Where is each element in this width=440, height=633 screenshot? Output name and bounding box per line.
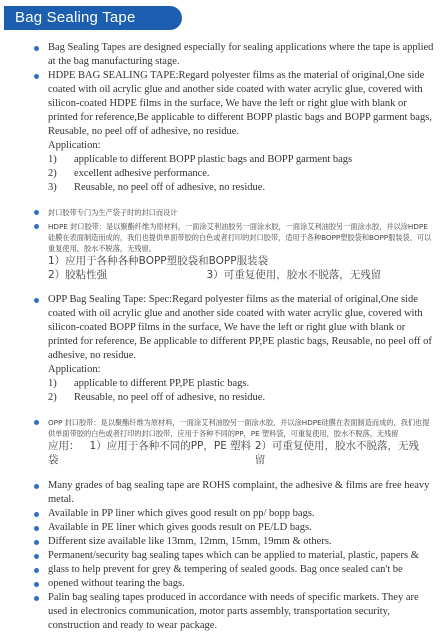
- feature-item: [34, 563, 434, 577]
- intro-text: Bag Sealing Tapes are designed especially for sealing applications where the tape is applied at the bag manufacturing stage.: [48, 42, 434, 67]
- feature-text: Different size available like 13mm, 12mm, 15mm, 19mm & others.: [48, 536, 332, 547]
- bullet-icon: [34, 298, 39, 303]
- list-item: [34, 69, 434, 139]
- application-number: 2): [48, 392, 57, 403]
- zh-application-item: 3）可重复使用，胶水不脱落，无残留: [206, 269, 382, 281]
- application-number: 1): [48, 154, 57, 165]
- list-item: [34, 41, 434, 69]
- feature-text: Permanent/security bag sealing tapes which can be applied to material, plastic, papers &: [48, 550, 419, 561]
- bullet-icon: [34, 74, 39, 79]
- list-item: [34, 417, 434, 439]
- list-item: [34, 293, 434, 363]
- zh-opp-description: OPP 封口胶带：是以聚酯纤维为原材料，一面涂艾利油胶另一面涂水胶，并以涂HDPE硅膜在表面制造而成的，我们也提供单面带胶的白色或者打印的封口胶带，应用于各种不同的PP，PE 塑料袋，可重复使用，胶水不脱落，无残留: [48, 418, 430, 438]
- zh-application-row: [34, 268, 434, 282]
- list-item: [34, 207, 434, 218]
- application-text: applicable to different BOPP plastic bags and BOPP garment bags: [74, 154, 353, 165]
- application-text: excellent adhesive performance.: [74, 168, 210, 179]
- bullet-icon: [34, 582, 39, 587]
- application-number: 3): [48, 182, 57, 193]
- application-label: Application:: [48, 364, 101, 375]
- zh-intro-text: 封口胶带专门为生产袋子时的封口而设计: [48, 208, 178, 217]
- bullet-icon: [34, 420, 39, 425]
- zh-application-item: 2）胶粘性强: [48, 269, 108, 281]
- feature-text: Available in PP liner which gives good result on pp/ bopp bags.: [48, 508, 315, 519]
- bullet-icon: [34, 554, 39, 559]
- list-item: [34, 221, 434, 254]
- feature-text: opened without tearing the bags.: [48, 578, 185, 589]
- application-text: applicable to different PP,PE plastic bags.: [74, 378, 250, 389]
- application-item: [34, 391, 434, 405]
- section-title-banner: [4, 6, 182, 30]
- bullet-icon: [34, 224, 39, 229]
- feature-text: glass to help prevent for grey & tempering of sealed goods. Bag once sealed can't be: [48, 564, 403, 575]
- application-number: 2): [48, 168, 57, 179]
- zh-application-label: 应用：: [48, 440, 80, 452]
- bullet-icon: [34, 210, 39, 215]
- feature-text: Palin bag sealing tapes produced in accordance with needs of specific markets. They are used in electronics communication, motor parts assembly, transportation security, construction and ready to wear package.: [48, 592, 419, 631]
- zh-application-item: 2）可重复使用，胶水不脱落，无残留: [254, 440, 420, 466]
- bullet-icon: [34, 512, 39, 517]
- feature-text: Many grades of bag sealing tape are ROHS complaint, the adhesive & films are free heavy metal.: [48, 480, 430, 505]
- application-number: 1): [48, 378, 57, 389]
- hdpe-description: HDPE BAG SEALING TAPE:Regard polyester films as the material of original,One side coated with oil acrylic glue and another side coated with water acrylic glue, covered with silicon-coated HDPE films in the surface, We have the left or right glue with blank or printed for reference,Be applicable to different BOPP plastic bags and BOPP garment bags, Reusable, no peel off of adhesive, no residue.: [48, 70, 432, 137]
- zh-hdpe-description: HDPE 封口胶带：是以聚酯纤维为原材料，一面涂艾利油胶另一面涂水胶，一面涂艾利油胶另一面涂水胶，并以涂HDPE硅膜在表面制造而成的，我们也提供单面带胶的白色或者打印的封口胶带，适用于各种BOPP塑胶袋和BOPP服装袋，可以重复使用，胶水不脱落，无残留。: [48, 222, 432, 253]
- bullet-icon: [34, 568, 39, 573]
- bullet-icon: [34, 540, 39, 545]
- application-text: Reusable, no peel off of adhesive, no residue.: [74, 392, 266, 403]
- feature-item: [34, 535, 434, 549]
- feature-item: [34, 549, 434, 563]
- bullet-icon: [34, 484, 39, 489]
- bullet-icon: [34, 526, 39, 531]
- zh-application-row: [34, 439, 434, 467]
- application-item: [34, 181, 434, 195]
- feature-item: [34, 577, 434, 591]
- bullet-icon: [34, 596, 39, 601]
- zh-application-item: 1）应用于各种不同的PP，PE 塑料袋: [48, 440, 252, 466]
- application-item: [34, 167, 434, 181]
- feature-item: [34, 479, 434, 507]
- feature-item: [34, 507, 434, 521]
- opp-description: OPP Bag Sealing Tape: Spec:Regard polyester films as the material of original,One side coated with oil acrylic glue and another side coated with water acrylic glue, covered with silicon-coated BOPP films in the surface, We have the left or right glue with blank or printed for reference, Be applicable to different PP,PE plastic bags, Reusable, no peel off of adhesive, no residue.: [48, 294, 432, 361]
- feature-item: [34, 521, 434, 535]
- feature-text: Available in PE liner which gives goods result on PE/LD bags.: [48, 522, 312, 533]
- application-item: [34, 153, 434, 167]
- application-label: Application:: [48, 140, 101, 151]
- bullet-icon: [34, 46, 39, 51]
- feature-item: [34, 591, 434, 633]
- application-text: Reusable, no peel off of adhesive, no residue.: [74, 182, 266, 193]
- document-body: [34, 41, 434, 633]
- application-item: [34, 377, 434, 391]
- section-title: Bag Sealing Tape: [15, 9, 136, 26]
- zh-application-item: 1）应用于各种各种BOPP塑胶袋和BOPP服装袋: [48, 255, 269, 267]
